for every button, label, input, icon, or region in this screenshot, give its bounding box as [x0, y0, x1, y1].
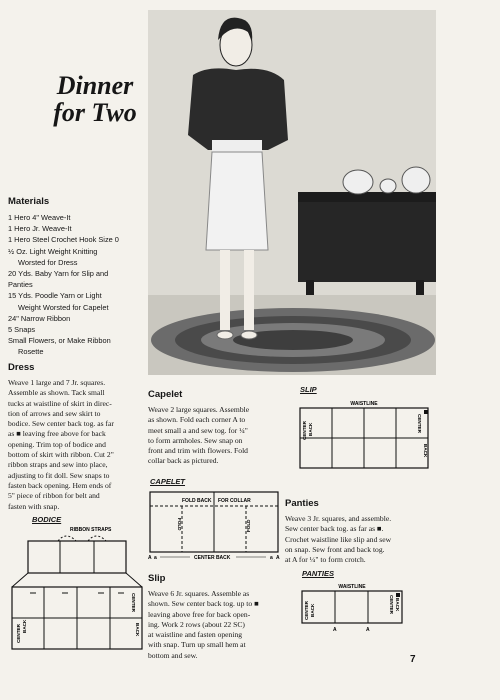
- slip-line: bottom and sew.: [148, 650, 198, 660]
- page-number: 7: [410, 654, 416, 665]
- capelet-instructions: [148, 405, 282, 467]
- panties-line: Weave 3 Jr. squares, and assemble.: [285, 514, 392, 523]
- bodice-left-center-label: CENTER: [16, 624, 21, 643]
- bodice-right-back-label: BACK: [135, 623, 140, 637]
- dress-line: ribbon straps and sew into place,: [8, 460, 108, 470]
- dress-line: opening. Trim top of bodice and: [8, 439, 106, 449]
- dress-line: as ■ leaving free above for back: [8, 429, 106, 439]
- panties-line: Crochet waistline like slip and sew: [285, 534, 392, 544]
- doll-photo-illustration: [148, 10, 436, 375]
- capelet-small-a-right-label: a: [270, 555, 273, 561]
- dress-line: bottom of skirt with ribbon. Cut 2": [8, 450, 114, 460]
- materials-item: 1 Hero 4" Weave-It: [8, 213, 71, 222]
- slip-section: [148, 573, 282, 661]
- page-title: [40, 72, 150, 126]
- capelet-fold-back-label: FOLD BACK: [182, 498, 212, 504]
- materials-section: [8, 196, 148, 358]
- capelet-line: Weave 2 large squares. Assemble: [148, 405, 250, 414]
- bodice-left-back-label: BACK: [22, 619, 27, 633]
- materials-item: 1 Hero Jr. Weave-It: [8, 224, 72, 234]
- capelet-line: collar back as pictured.: [148, 456, 219, 466]
- bodice-diagram: [8, 523, 146, 653]
- dress-line: Weave 1 large and 7 Jr. squares.: [8, 378, 106, 387]
- slip-diagram-title: SLIP: [300, 385, 317, 394]
- panties-heading: Panties: [285, 498, 319, 509]
- capelet-line: as shown. Fold each corner A to: [148, 415, 246, 425]
- slip-waistline-label: WAISTLINE: [350, 401, 378, 407]
- materials-heading: Materials: [8, 196, 50, 207]
- dress-instructions: [8, 378, 140, 512]
- capelet-center-back-label: CENTER BACK: [194, 555, 231, 561]
- dress-line: Assemble as shown. Tack small: [8, 388, 105, 398]
- materials-item: 5 Snaps: [8, 325, 36, 335]
- materials-item: Rosette: [18, 347, 44, 357]
- slip-diagram: [298, 396, 430, 476]
- dress-line: fasten with snap.: [8, 501, 60, 511]
- panties-line: on snap. Sew front and back tog.: [285, 544, 385, 554]
- materials-item: Small Flowers, or Make Ribbon: [8, 336, 111, 346]
- dress-line: bodice. Sew center back tog. as far: [8, 419, 114, 429]
- capelet-line: to form armholes. Sew snap on: [148, 435, 243, 445]
- slip-left-center-label: CENTER: [302, 421, 307, 440]
- dress-section: [8, 362, 140, 512]
- materials-item: ½ Oz. Light Weight Knitting: [8, 246, 98, 256]
- capelet-small-a-left-label: a: [154, 555, 157, 561]
- panties-instructions: [285, 514, 423, 565]
- capelet-a-left-label: A: [148, 555, 152, 561]
- slip-heading: Slip: [148, 573, 166, 584]
- panties-diagram: [298, 580, 408, 632]
- capelet-fold-left-label: FOLD: [177, 518, 182, 531]
- bodice-diagram-title: BODICE: [32, 515, 62, 524]
- capelet-for-collar-label: FOR COLLAR: [218, 498, 251, 504]
- panties-line: Sew center back tog. as far as ■.: [285, 524, 384, 534]
- panties-a-right-label: A: [366, 627, 370, 632]
- dress-line: fasten back opening. Hem ends of: [8, 480, 112, 490]
- slip-line: at waistline and fasten opening: [148, 630, 243, 640]
- panties-left-center-label: CENTER: [304, 601, 309, 620]
- capelet-diagram: [146, 488, 282, 562]
- capelet-a-right-label: A: [276, 555, 280, 561]
- materials-item: Panties: [8, 280, 33, 290]
- dress-line: 5" piece of ribbon for belt and: [8, 491, 100, 501]
- slip-line: shown. Sew center back tog. up to ■: [148, 599, 259, 609]
- panties-left-back-label: BACK: [310, 603, 315, 617]
- capelet-diagram-title: CAPELET: [150, 477, 186, 486]
- materials-list: [8, 212, 148, 358]
- dress-line: adjusting to fit doll. Sew snaps to: [8, 470, 110, 480]
- slip-line: with snap. Turn up small hem at: [148, 640, 246, 650]
- panties-right-center-label: CENTER: [389, 595, 394, 614]
- capelet-heading: Capelet: [148, 389, 183, 400]
- slip-right-back-label: BACK: [423, 444, 428, 458]
- doll-photo: [148, 10, 436, 375]
- dress-line: tion of arrows and sew skirt to: [8, 408, 101, 418]
- title-line-1: Dinner: [56, 71, 134, 100]
- title-line-2: for Two: [53, 98, 137, 127]
- materials-item: 20 Yds. Baby Yarn for Slip and: [8, 269, 109, 279]
- slip-instructions: [148, 589, 282, 661]
- panties-section: [285, 498, 423, 565]
- slip-line: leaving above free for back open-: [148, 609, 251, 619]
- dress-heading: Dress: [8, 362, 35, 373]
- capelet-fold-right-label: FOLD: [246, 519, 251, 532]
- panties-waistline-label: WAISTLINE: [338, 584, 366, 590]
- bodice-ribbon-straps-label: RIBBON STRAPS: [70, 527, 112, 533]
- materials-item: Weight Worsted for Capelet: [18, 302, 109, 312]
- panties-a-left-label: A: [333, 627, 337, 632]
- dress-line: tucks at waistline of skirt in direc-: [8, 398, 112, 408]
- capelet-line: front and trim with flowers. Fold: [148, 446, 248, 456]
- slip-right-center-label: CENTER: [417, 414, 422, 433]
- slip-line: ing. Work 2 rows (about 22 SC): [148, 619, 245, 629]
- slip-line: Weave 6 Jr. squares. Assemble as: [148, 589, 250, 598]
- panties-right-back-label: BACK: [395, 598, 400, 612]
- panties-diagram-title: PANTIES: [302, 569, 334, 578]
- bodice-right-center-label: CENTER: [131, 593, 136, 612]
- materials-item: 15 Yds. Poodle Yarn or Light: [8, 291, 102, 301]
- materials-item: Worsted for Dress: [18, 257, 78, 267]
- materials-item: 1 Hero Steel Crochet Hook Size 0: [8, 235, 119, 245]
- capelet-line: meet small a and sew tog. for ¼": [148, 425, 248, 435]
- panties-line: at A for ¼" to form crotch.: [285, 555, 366, 565]
- capelet-section: [148, 389, 282, 467]
- materials-item: 24" Narrow Ribbon: [8, 313, 71, 323]
- slip-left-back-label: BACK: [308, 422, 313, 436]
